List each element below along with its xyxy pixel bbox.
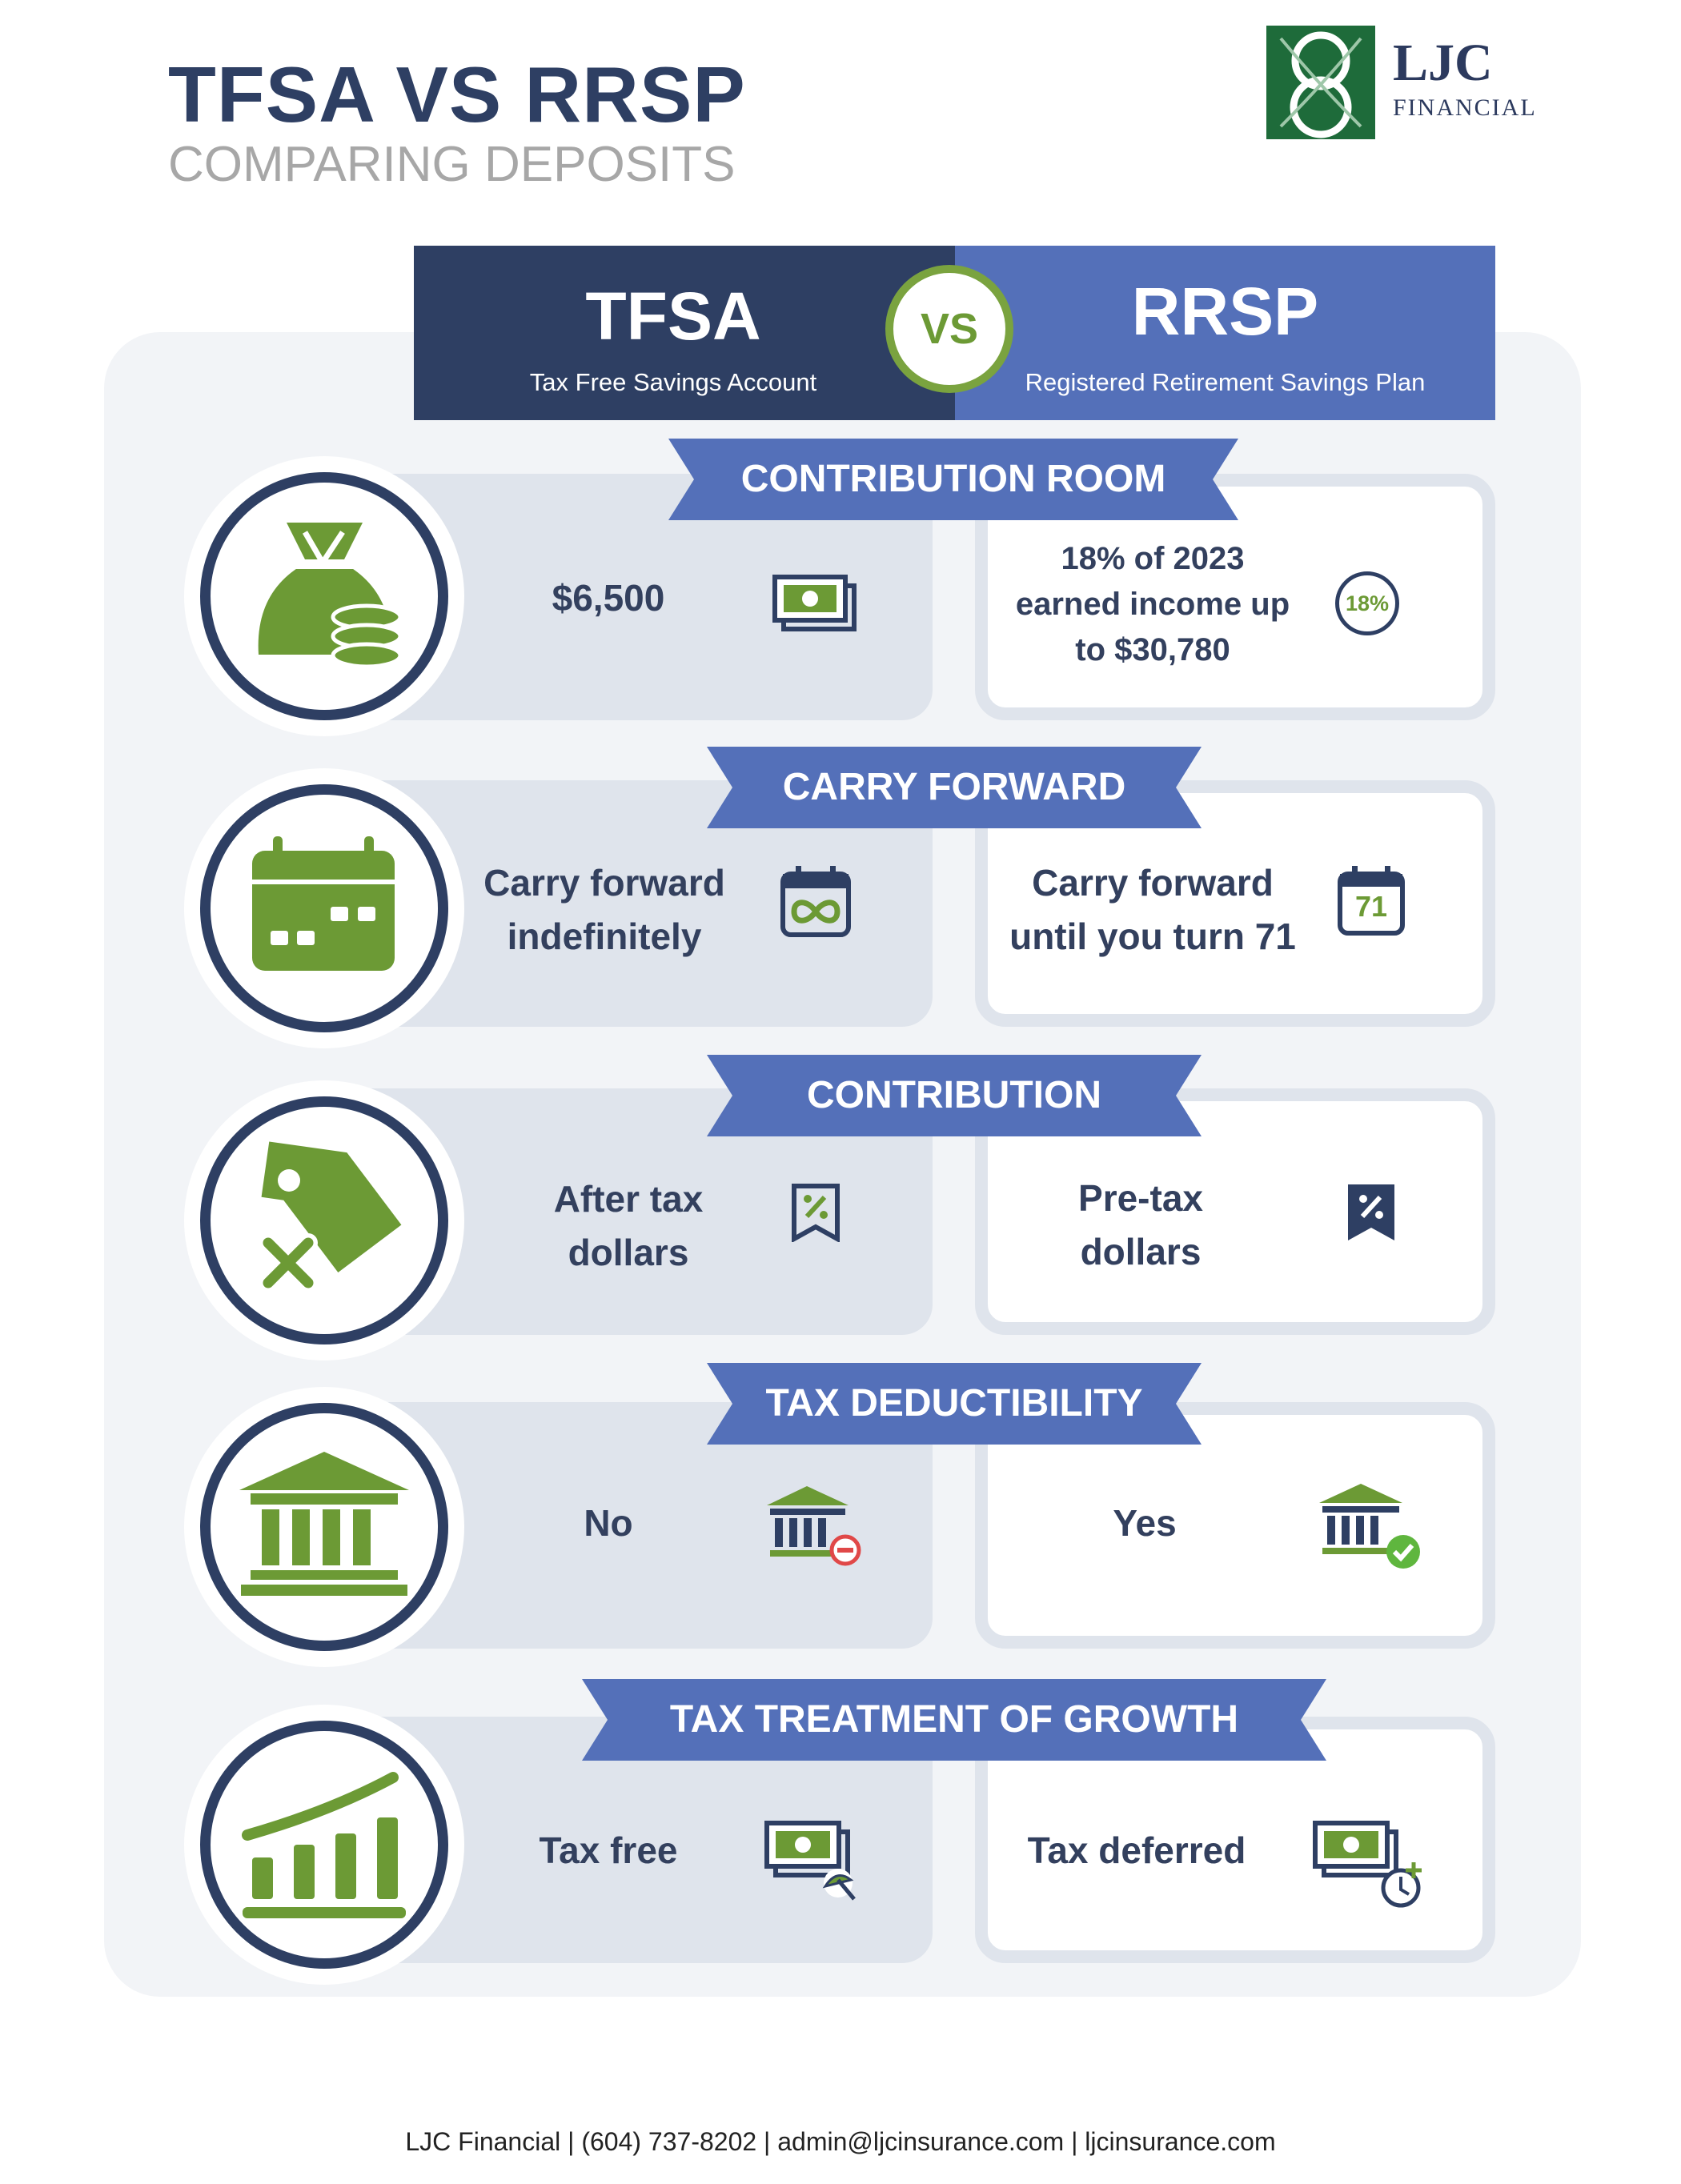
banknotes-icon (772, 575, 857, 632)
row-icon-circle (184, 1705, 464, 1985)
bank-minus-icon (767, 1485, 865, 1569)
rrsp-title: RRSP (1131, 274, 1319, 349)
celtic-knot-logo-icon (1265, 22, 1377, 142)
text-line: Carry forward (1032, 862, 1274, 904)
receipt-percent-filled-icon (1346, 1183, 1396, 1242)
tfsa-value: No (584, 1502, 633, 1544)
tfsa-value: $6,500 (552, 577, 665, 619)
banner-label: TAX TREATMENT OF GROWTH (669, 1698, 1239, 1741)
footer-contact: LJC Financial | (604) 737-8202 | admin@ljcinsurance.com | ljcinsurance.com (405, 2127, 1276, 2156)
vs-badge: VS (885, 265, 1013, 393)
banner-tax-treatment-of-growth (582, 1679, 1326, 1761)
calendar-71-icon (1337, 864, 1406, 936)
row-icon-circle (184, 1387, 464, 1667)
bank-icon (211, 1413, 438, 1641)
banner-label: TAX DEDUCTIBILITY (765, 1382, 1143, 1425)
percent-badge-icon: 18% (1335, 571, 1399, 635)
money-bag-icon (211, 483, 438, 710)
tfsa-header (414, 246, 957, 420)
row-icon-circle (184, 1080, 464, 1360)
banner-carry-forward (707, 747, 1202, 828)
tfsa-title: TFSA (585, 279, 761, 354)
banner-label: CONTRIBUTION ROOM (740, 458, 1166, 500)
calendar-71-number: 71 (1354, 890, 1388, 923)
rrsp-header (955, 246, 1495, 420)
text-line: Carry forward (483, 862, 725, 904)
text-line: 18% of 2023 (1061, 541, 1245, 576)
cash-umbrella-icon (764, 1821, 861, 1902)
row-icon-circle (184, 768, 464, 1048)
text-line: Pre-tax (1078, 1177, 1203, 1219)
calendar-infinity-icon (780, 864, 852, 938)
text-line: dollars (568, 1232, 689, 1273)
banner-label: CARRY FORWARD (782, 766, 1126, 808)
bank-check-icon (1319, 1482, 1423, 1572)
rrsp-value: Tax deferred (1027, 1829, 1246, 1871)
rrsp-value (993, 536, 1313, 673)
receipt-percent-outline-icon (791, 1183, 840, 1242)
row-icon-circle (184, 456, 464, 736)
price-tag-x-icon (211, 1107, 438, 1334)
text-line: to $30,780 (1075, 632, 1230, 667)
logo-sub: FINANCIAL (1393, 94, 1537, 121)
logo-name: LJC (1393, 34, 1493, 92)
company-logo (1265, 22, 1537, 142)
text-line: indefinitely (507, 916, 702, 957)
calendar-icon (211, 795, 438, 1022)
text-line: earned income up (1015, 587, 1290, 622)
banner-contribution (707, 1055, 1202, 1136)
page-title: TFSA VS RRSP (168, 50, 746, 138)
rrsp-value (1009, 1172, 1273, 1279)
rrsp-value: Yes (1113, 1502, 1177, 1544)
banner-contribution-room (668, 439, 1238, 520)
rrsp-subtitle: Registered Retirement Savings Plan (1025, 368, 1426, 396)
rrsp-value (993, 856, 1313, 964)
text-line: dollars (1080, 1231, 1202, 1272)
tfsa-subtitle: Tax Free Savings Account (529, 368, 817, 396)
text-line: After tax (553, 1178, 704, 1220)
tfsa-value: Tax free (539, 1829, 678, 1871)
cash-clock-icon (1313, 1821, 1425, 1910)
page-subtitle: COMPARING DEPOSITS (168, 137, 736, 192)
text-line: until you turn 71 (1009, 916, 1296, 957)
banner-tax-deductibility (707, 1363, 1202, 1445)
banner-label: CONTRIBUTION (807, 1074, 1101, 1116)
growth-chart-icon (211, 1731, 438, 1958)
tfsa-value (496, 1172, 760, 1280)
tfsa-value (456, 856, 752, 964)
